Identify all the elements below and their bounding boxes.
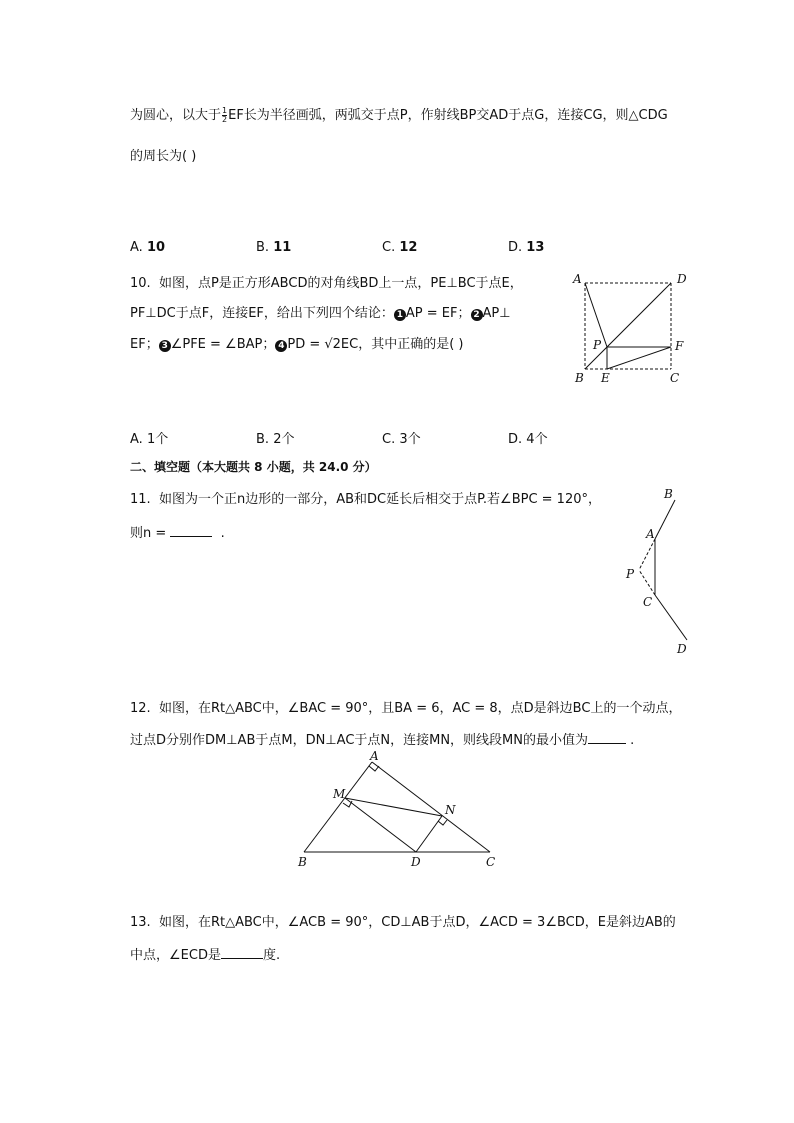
q10-number: 10. bbox=[130, 276, 151, 291]
circled-number-4: 4 bbox=[275, 340, 287, 352]
right-angle-mark-n bbox=[438, 820, 447, 825]
circled-number-2: 2 bbox=[471, 309, 483, 321]
q10-conclusion-3: ∠PFE = ∠BAP； bbox=[170, 337, 276, 352]
extension-ap bbox=[639, 539, 655, 570]
answer-blank[interactable] bbox=[221, 958, 263, 959]
q10-line2 bbox=[130, 302, 511, 321]
label-c: C bbox=[486, 855, 496, 869]
q10-square-figure bbox=[565, 268, 695, 393]
q12-line2 bbox=[130, 729, 634, 748]
option-value: 1个 bbox=[146, 432, 169, 447]
q11-line2 bbox=[130, 522, 225, 541]
q13-line2 bbox=[130, 944, 280, 963]
q9-option-c[interactable] bbox=[382, 240, 417, 255]
label-b: B bbox=[664, 487, 673, 501]
diagonal-bd bbox=[585, 283, 671, 369]
q13-text1: 如图，在Rt△ABC中，∠ACB = 90°，CD⊥AB于点D，∠ACD = 3∠BCD，E是斜边AB的 bbox=[158, 915, 676, 930]
answer-blank[interactable] bbox=[170, 536, 212, 537]
option-letter: C. bbox=[382, 240, 396, 255]
option-value: 10 bbox=[146, 240, 166, 255]
option-value: 4个 bbox=[526, 432, 548, 447]
q11-line1 bbox=[130, 488, 601, 507]
q10-option-c[interactable] bbox=[382, 428, 421, 447]
side-ab bbox=[655, 500, 675, 539]
q12-period: . bbox=[630, 733, 635, 748]
option-letter: B. bbox=[256, 432, 270, 447]
q10-line3 bbox=[130, 333, 464, 352]
label-p: P bbox=[593, 338, 602, 352]
label-a: A bbox=[370, 749, 379, 763]
segment-dm bbox=[345, 798, 416, 852]
option-value: 3个 bbox=[399, 432, 421, 447]
q11-text1: 如图为一个正n边形的一部分，AB和DC延长后相交于点P.若∠BPC = 120°， bbox=[158, 492, 601, 507]
q10-conclusion-4: PD = √2EC，其中正确的是( ) bbox=[287, 337, 464, 352]
segment-ef bbox=[607, 347, 671, 369]
q13-number: 13. bbox=[130, 915, 151, 930]
circled-number-1: 1 bbox=[394, 309, 406, 321]
option-value: 13 bbox=[526, 240, 545, 255]
option-letter: B. bbox=[256, 240, 270, 255]
q11-period: . bbox=[220, 526, 225, 541]
label-a: A bbox=[573, 272, 582, 286]
q13-text2: 中点，∠ECD是 bbox=[130, 948, 221, 963]
q9-option-a[interactable] bbox=[130, 240, 165, 255]
option-letter: C. bbox=[382, 432, 396, 447]
q11-number: 11. bbox=[130, 492, 151, 507]
option-letter: A. bbox=[130, 240, 143, 255]
q9-fraction bbox=[222, 107, 227, 124]
q13-line1 bbox=[130, 911, 676, 930]
q10-text2: PF⊥DC于点F，连接EF，给出下列四个结论： bbox=[130, 306, 394, 321]
label-c: C bbox=[643, 595, 653, 609]
label-e: E bbox=[601, 371, 610, 385]
label-m: M bbox=[333, 787, 346, 801]
q11-polygon-figure bbox=[615, 482, 705, 657]
extension-cp bbox=[639, 570, 655, 595]
label-b: B bbox=[575, 371, 584, 385]
q13-text2-end: 度. bbox=[262, 948, 281, 963]
frac-denominator: 2 bbox=[222, 115, 228, 124]
label-c: C bbox=[670, 371, 680, 385]
label-b: B bbox=[298, 855, 307, 869]
q12-triangle-figure bbox=[290, 748, 510, 873]
label-d: D bbox=[411, 855, 421, 869]
q9-line1-a: 为圆心，以大于 bbox=[130, 108, 222, 123]
frac-numerator: 1 bbox=[222, 106, 228, 115]
q10-option-d[interactable] bbox=[508, 428, 548, 447]
q10-option-a[interactable] bbox=[130, 428, 168, 447]
q9-option-d[interactable] bbox=[508, 240, 544, 255]
q10-conclusion-1: AP = EF； bbox=[405, 306, 471, 321]
option-letter: A. bbox=[130, 432, 143, 447]
q12-text1: 如图，在Rt△ABC中，∠BAC = 90°，且BA = 6，AC = 8，点D是斜边BC上的一个动点， bbox=[158, 701, 682, 716]
option-value: 11 bbox=[273, 240, 292, 255]
q10-option-b[interactable] bbox=[256, 428, 294, 447]
q9-line1-b: EF长为半径画弧，两弧交于点P，作射线BP交AD于点G，连接CG，则△CDG bbox=[228, 108, 668, 123]
q10-conclusion-2: AP⊥ bbox=[482, 306, 511, 321]
q9-line1 bbox=[130, 104, 668, 124]
circled-number-3: 3 bbox=[159, 340, 171, 352]
option-value: 12 bbox=[399, 240, 418, 255]
option-value: 2个 bbox=[273, 432, 295, 447]
q12-line1 bbox=[130, 697, 681, 716]
side-cd bbox=[655, 595, 687, 640]
q10-text1: 如图，点P是正方形ABCD的对角线BD上一点，PE⊥BC于点E， bbox=[158, 276, 523, 291]
side-ba bbox=[304, 762, 372, 852]
q12-number: 12. bbox=[130, 701, 151, 716]
option-letter: D. bbox=[508, 432, 523, 447]
option-letter: D. bbox=[508, 240, 523, 255]
label-d: D bbox=[677, 272, 687, 286]
label-n: N bbox=[445, 803, 456, 817]
q12-text2: 过点D分别作DM⊥AB于点M，DN⊥AC于点N，连接MN，则线段MN的最小值为 bbox=[130, 733, 588, 748]
label-p: P bbox=[626, 567, 635, 581]
section-heading: 二、填空题（本大题共 8 小题，共 24.0 分） bbox=[130, 460, 377, 474]
q10-line1 bbox=[130, 272, 523, 291]
segment-mn bbox=[345, 798, 442, 816]
label-d: D bbox=[677, 642, 687, 656]
answer-blank[interactable] bbox=[588, 743, 626, 744]
side-ac bbox=[372, 762, 490, 852]
q9-line2: 的周长为( ) bbox=[130, 149, 197, 164]
q9-option-b[interactable] bbox=[256, 240, 291, 255]
q11-text2: 则n = bbox=[130, 526, 167, 541]
q10-text3: EF； bbox=[130, 337, 159, 352]
label-a: A bbox=[646, 527, 655, 541]
label-f: F bbox=[675, 339, 684, 353]
